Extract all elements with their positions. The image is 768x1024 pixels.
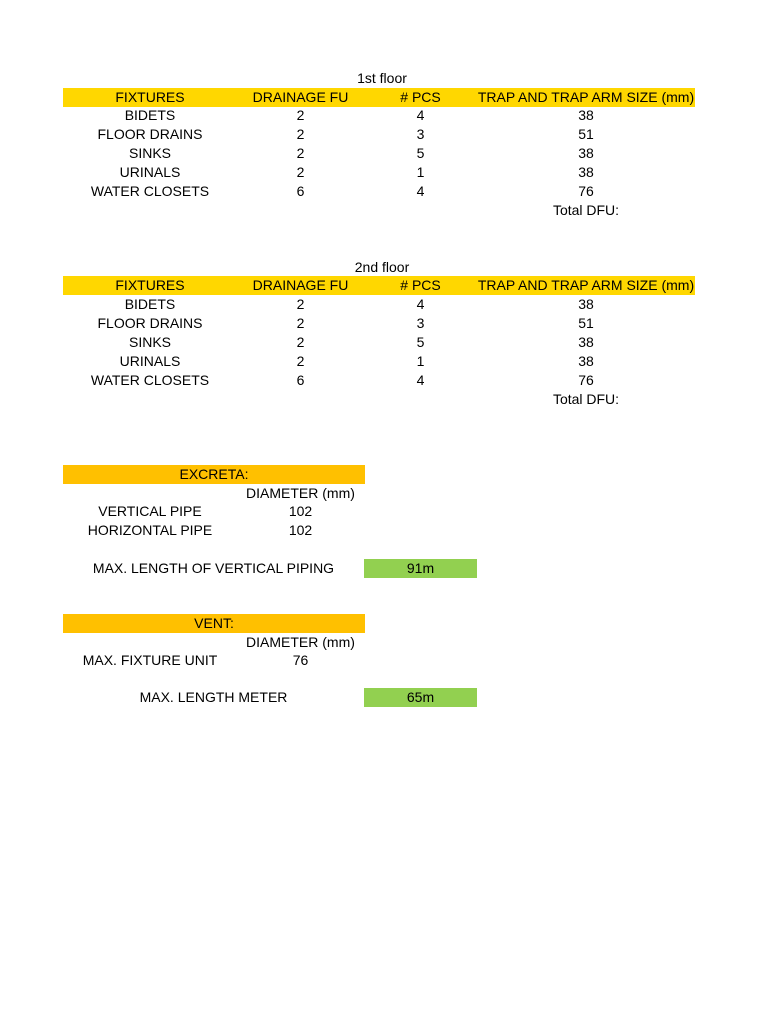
vent-max-length-label: MAX. LENGTH METER <box>139 689 288 705</box>
table-cell: 1 <box>416 164 425 180</box>
table-cell: 51 <box>578 315 594 331</box>
table-cell: URINALS <box>119 164 181 180</box>
floor-2-header-drainage-fu: DRAINAGE FU <box>252 277 349 293</box>
vent-fixture-unit-label: MAX. FIXTURE UNIT <box>82 652 218 668</box>
table-cell: 5 <box>416 334 425 350</box>
table-cell: URINALS <box>119 353 181 369</box>
table-cell: 38 <box>578 334 594 350</box>
floor-2-header-fixtures: FIXTURES <box>115 277 185 293</box>
excreta-diameter-header: DIAMETER (mm) <box>246 485 355 501</box>
floor-2-header-pcs: # PCS <box>400 277 441 293</box>
floor-1-total-dfu-label: Total DFU: <box>552 202 620 218</box>
table-cell: 4 <box>416 183 425 199</box>
table-cell: 2 <box>296 353 305 369</box>
table-cell: FLOOR DRAINS <box>97 315 203 331</box>
excreta-max-length-value: 91m <box>364 559 477 578</box>
table-cell: 2 <box>296 334 305 350</box>
table-cell: 3 <box>416 315 425 331</box>
floor-1-header-trap-size: TRAP AND TRAP ARM SIZE (mm) <box>477 89 695 105</box>
table-cell: WATER CLOSETS <box>90 372 210 388</box>
excreta-row-label: VERTICAL PIPE <box>98 503 202 519</box>
table-cell: 6 <box>296 372 305 388</box>
table-cell: BIDETS <box>124 107 176 123</box>
table-cell: 4 <box>416 296 425 312</box>
table-cell: 2 <box>296 164 305 180</box>
table-cell: 2 <box>296 126 305 142</box>
floor-1-header-fixtures: FIXTURES <box>115 89 185 105</box>
table-cell: 38 <box>578 296 594 312</box>
table-cell: 38 <box>578 353 594 369</box>
table-cell: 2 <box>296 296 305 312</box>
floor-1-header-pcs: # PCS <box>400 89 441 105</box>
table-cell: 2 <box>296 315 305 331</box>
vent-title: VENT: <box>194 615 234 631</box>
table-cell: 5 <box>416 145 425 161</box>
table-cell: 4 <box>416 372 425 388</box>
excreta-max-length-label: MAX. LENGTH OF VERTICAL PIPING <box>92 560 335 576</box>
excreta-row-value: 102 <box>288 522 313 538</box>
table-cell: 2 <box>296 145 305 161</box>
floor-1-title: 1st floor <box>357 70 407 86</box>
table-cell: 51 <box>578 126 594 142</box>
table-cell: 38 <box>578 145 594 161</box>
table-cell: 38 <box>578 164 594 180</box>
table-cell: 3 <box>416 126 425 142</box>
floor-2-header-trap-size: TRAP AND TRAP ARM SIZE (mm) <box>477 277 695 293</box>
vent-max-length-value: 65m <box>364 688 477 707</box>
floor-1-header-drainage-fu: DRAINAGE FU <box>252 89 349 105</box>
excreta-row-label: HORIZONTAL PIPE <box>87 522 213 538</box>
table-cell: 76 <box>578 372 594 388</box>
floor-2-total-dfu-label: Total DFU: <box>552 391 620 407</box>
table-cell: WATER CLOSETS <box>90 183 210 199</box>
excreta-row-value: 102 <box>288 503 313 519</box>
table-cell: 4 <box>416 107 425 123</box>
vent-fixture-unit-value: 76 <box>292 652 309 668</box>
table-cell: SINKS <box>128 145 171 161</box>
table-cell: 76 <box>578 183 594 199</box>
floor-2-title: 2nd floor <box>354 259 410 275</box>
vent-diameter-header: DIAMETER (mm) <box>246 634 355 650</box>
table-cell: 2 <box>296 107 305 123</box>
table-cell: 6 <box>296 183 305 199</box>
table-cell: BIDETS <box>124 296 176 312</box>
table-cell: 38 <box>578 107 594 123</box>
table-cell: FLOOR DRAINS <box>97 126 203 142</box>
excreta-title: EXCRETA: <box>179 466 249 482</box>
table-cell: SINKS <box>128 334 171 350</box>
table-cell: 1 <box>416 353 425 369</box>
